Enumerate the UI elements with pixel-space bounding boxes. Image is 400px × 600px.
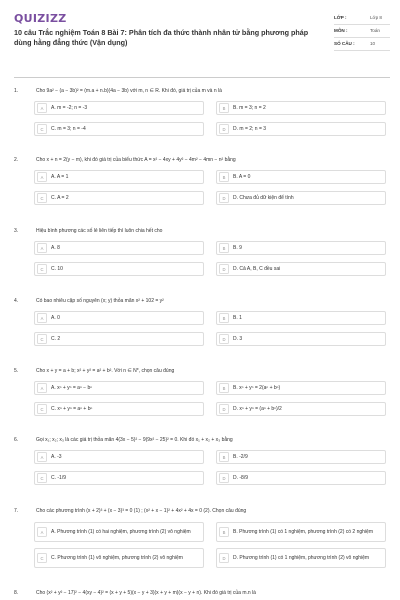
option-text: D. m = 2; n = 3 [233,125,267,132]
option-text: C. xⁿ + yⁿ = aⁿ + bⁿ [51,405,93,412]
option-d[interactable] [216,191,386,205]
question-text: Hiệu bình phương các số lẻ liên tiếp thì luôn chia hết cho [36,228,163,234]
option-letter: A [37,103,47,113]
option-letter: C [37,264,47,274]
option-a[interactable] [34,311,204,325]
option-letter: A [37,383,47,393]
question-number: 3. [14,228,19,234]
meta-value: Toán [370,28,380,33]
option-letter: C [37,334,47,344]
option-text: C. Phương trình (1) vô nghiệm, phương trình (2) vô nghiệm [51,554,183,561]
option-text: B. -2/9 [233,453,248,460]
option-text: C. 10 [51,265,63,272]
option-text: C. 2 [51,335,61,342]
option-d[interactable] [216,262,386,276]
option-text: A. A = 1 [51,173,69,180]
option-letter: B [219,527,229,537]
option-letter: B [219,243,229,253]
meta-key: SỐ CÂU : [334,41,355,46]
meta-value: Lớp 8 [370,15,382,20]
option-c[interactable] [34,191,204,205]
question-text: Cho (x² + y² − 17)² − 4(xy − 4)² = (x + y + 5)(x − y + 3)(x + y + m)(x − y + n). Khi đó giá trị của m.n là [36,590,256,596]
option-a[interactable] [34,241,204,255]
option-b[interactable] [216,450,386,464]
question-number: 2. [14,157,19,163]
option-letter: C [37,473,47,483]
option-text: D. Cả A, B, C đều sai [233,265,281,272]
meta-key: LỚP : [334,15,347,20]
option-c[interactable] [34,332,204,346]
option-a[interactable] [34,450,204,464]
meta-count [334,38,390,51]
option-a[interactable] [34,522,204,542]
option-c[interactable] [34,402,204,416]
option-d[interactable] [216,332,386,346]
option-text: B. 1 [233,314,242,321]
option-text: A. -3 [51,453,62,460]
option-c[interactable] [34,471,204,485]
option-c[interactable] [34,262,204,276]
header-divider [14,77,390,78]
question-text: Cho x + n = 2(y − m), khi đó giá trị của biểu thức A = x² − 4xy + 4y² − 4m² − 4mn − n² bằng [36,157,236,163]
option-text: A. Phương trình (1) có hai nghiệm, phương trình (2) vô nghiệm [51,528,191,535]
option-text: D. Phương trình (1) có 1 nghiệm, phương trình (2) vô nghiệm [233,554,370,561]
question-number: 6. [14,437,19,443]
meta-class [334,12,390,25]
option-text: C. -1/9 [51,474,67,481]
option-b[interactable] [216,311,386,325]
option-letter: A [37,172,47,182]
option-letter: D [219,193,229,203]
option-text: B. 9 [233,244,242,251]
option-text: C. m = 3; n = -4 [51,125,86,132]
option-text: B. A = 0 [233,173,251,180]
quizizz-logo: QUIZIZZ [14,12,67,25]
meta-key: MÔN : [334,28,348,33]
question-text: Cho 9a² − (a − 3b)² = (m.a + n.b)(4a − 3b) với m, n ∈ R. Khi đó, giá trị của m và n là [36,88,222,94]
option-text: B. m = 3; n = 2 [233,104,266,111]
option-a[interactable] [34,381,204,395]
option-text: A. m = -2; n = -3 [51,104,88,111]
option-letter: D [219,334,229,344]
option-letter: A [37,313,47,323]
option-letter: C [37,404,47,414]
option-letter: C [37,124,47,134]
option-letter: A [37,527,47,537]
option-d[interactable] [216,548,386,568]
option-b[interactable] [216,170,386,184]
option-a[interactable] [34,170,204,184]
option-text: A. xⁿ + yⁿ = aⁿ − bⁿ [51,384,93,391]
option-letter: B [219,313,229,323]
question-number: 5. [14,368,19,374]
option-letter: D [219,473,229,483]
option-letter: C [37,553,47,563]
meta-panel [334,12,390,51]
option-b[interactable] [216,522,386,542]
page-title: 10 câu Trắc nghiệm Toán 8 Bài 7: Phân tích đa thức thành nhân tử bằng phương pháp dùng hằng đẳng thức (Vận dụng) [14,28,309,47]
option-text: B. Phương trình (1) có 1 nghiệm, phương trình (2) có 2 nghiệm [233,528,373,535]
option-c[interactable] [34,122,204,136]
option-a[interactable] [34,101,204,115]
option-text: B. xⁿ + yⁿ = 2(aⁿ + bⁿ) [233,384,281,391]
option-letter: D [219,404,229,414]
question-number: 8. [14,590,19,596]
option-letter: D [219,124,229,134]
option-b[interactable] [216,381,386,395]
option-letter: B [219,452,229,462]
option-letter: B [219,172,229,182]
question-number: 4. [14,298,19,304]
option-d[interactable] [216,402,386,416]
option-d[interactable] [216,471,386,485]
question-text: Cho x + y = a + b; x² + y² = a² + b². Với n ∈ N*, chọn câu đúng [36,368,175,374]
option-text: D. xⁿ + yⁿ = (aⁿ + bⁿ)/2 [233,405,282,412]
option-letter: A [37,452,47,462]
option-d[interactable] [216,122,386,136]
option-text: D. -8/9 [233,474,249,481]
question-text: Có bao nhiêu cặp số nguyên (x; y) thỏa mãn x² + 102 = y² [36,298,164,304]
option-letter: D [219,553,229,563]
option-b[interactable] [216,101,386,115]
meta-value: 10 [370,41,376,46]
option-letter: B [219,103,229,113]
option-text: D. 3 [233,335,243,342]
option-letter: A [37,243,47,253]
option-c[interactable] [34,548,204,568]
question-text: Gọi x₁; x₂; x₃ là các giá trị thỏa mãn 4(3x − 5)² − 9(9x² − 25)² = 0. Khi đó x₁ + x₂ + x₃ bằng [36,437,233,443]
option-text: C. A = 2 [51,194,69,201]
option-letter: C [37,193,47,203]
meta-subject [334,25,390,38]
option-text: D. Chưa đủ dữ kiện để tính [233,194,294,201]
question-number: 7. [14,508,19,514]
option-letter: D [219,264,229,274]
option-text: A. 0 [51,314,60,321]
option-text: A. 8 [51,244,60,251]
question-number: 1. [14,88,19,94]
question-text: Cho các phương trình (x + 2)³ + (x − 3)³ = 0 (1) ; (x² + x − 1)² + 4x² + 4x = 0 (2). Chọn câu đúng [36,508,247,514]
option-b[interactable] [216,241,386,255]
option-letter: B [219,383,229,393]
